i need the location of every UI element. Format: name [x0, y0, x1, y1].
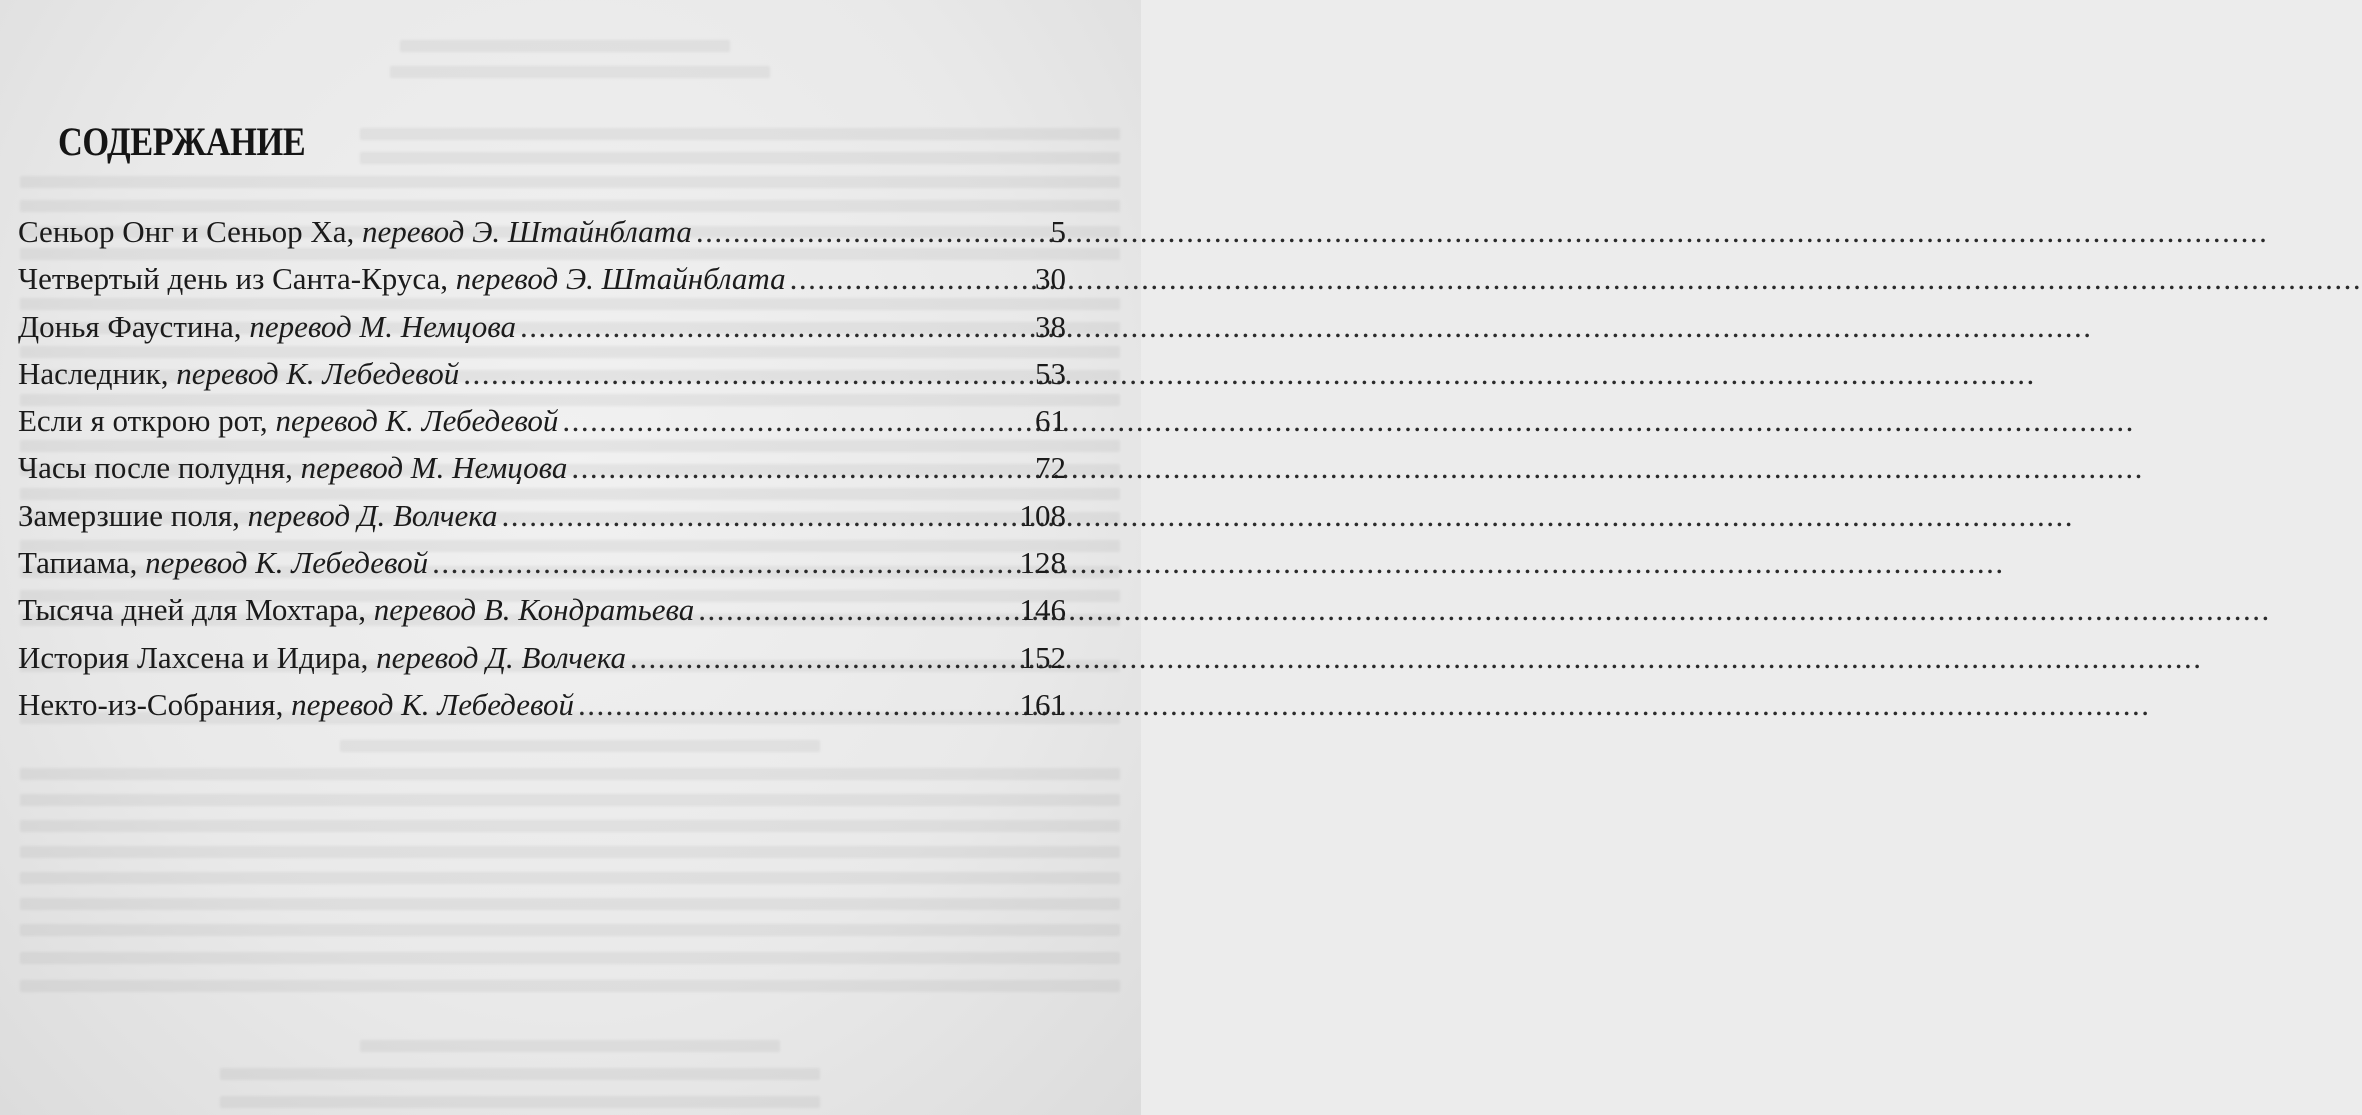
translator-credit: перевод К. Лебедевой: [145, 545, 429, 581]
page-number: 5: [1050, 214, 1066, 249]
translator-credit: перевод К. Лебедевой: [176, 355, 460, 391]
toc-entry: [18, 444, 1066, 491]
toc-entry: [18, 397, 1066, 444]
page-number: 53: [1035, 355, 1066, 391]
story-title: Сеньор Онг и Сеньор Ха,: [18, 214, 355, 249]
translator-credit: перевод Д. Волчека: [376, 639, 626, 675]
page-number: 108: [1019, 497, 1066, 533]
toc-entry-text: [18, 634, 626, 681]
dot-leader: [571, 444, 1031, 491]
page-number: 72: [1035, 450, 1066, 486]
story-title: Донья Фаустина,: [18, 308, 242, 344]
toc-entry-text: [18, 255, 786, 302]
toc-entry-text: [18, 303, 516, 350]
translator-credit: перевод К. Лебедевой: [275, 403, 559, 439]
page-title: СОДЕРЖАНИЕ: [58, 119, 306, 164]
dot-leader: [698, 586, 1015, 633]
dot-leader: [562, 397, 1031, 444]
toc-entry: [18, 634, 1066, 681]
toc-entry-text: [18, 492, 498, 539]
story-title: Некто-из-Собрания,: [18, 686, 284, 722]
translator-credit: перевод М. Немцова: [300, 450, 568, 486]
translator-credit: перевод Д. Волчека: [247, 497, 498, 533]
story-title: Тапиама,: [18, 545, 138, 581]
toc-entry: [18, 586, 1066, 633]
translator-credit: перевод Э. Штайнблата: [455, 261, 786, 297]
dot-leader: [630, 634, 1016, 681]
page-number: 61: [1035, 403, 1066, 439]
page-number: 161: [1019, 686, 1066, 722]
toc-entry-text: [18, 681, 574, 728]
toc-entry: [18, 681, 1066, 728]
dot-leader: [502, 492, 1016, 539]
toc-entry: [18, 492, 1066, 539]
page-number: 128: [1019, 545, 1066, 581]
story-title: Четвертый день из Санта-Круса,: [18, 261, 449, 297]
dot-leader: [463, 350, 1031, 397]
toc-entry: [18, 303, 1066, 350]
story-title: Наследник,: [18, 355, 169, 391]
page-number: 30: [1035, 261, 1066, 297]
translator-credit: перевод В. Кондратьева: [373, 592, 695, 628]
toc-entry-text: [18, 397, 558, 444]
dot-leader: [790, 255, 1031, 302]
toc-entry-text: [18, 586, 694, 633]
story-title: Замерзшие поля,: [18, 497, 240, 533]
story-title: Тысяча дней для Мохтара,: [18, 592, 366, 628]
dot-leader: [432, 539, 1015, 586]
story-title: История Лахсена и Идира,: [18, 639, 369, 675]
toc-entry-text: [18, 539, 428, 586]
toc-entry-text: [18, 208, 692, 255]
toc-entry: [18, 539, 1066, 586]
toc-entry: [18, 255, 1066, 302]
table-of-contents: [18, 208, 1066, 728]
translator-credit: перевод Э. Штайнблата: [362, 214, 692, 249]
page-number: 152: [1019, 639, 1066, 675]
story-title: Часы после полудня,: [18, 450, 293, 486]
story-title: Если я открою рот,: [18, 403, 268, 439]
page-number: 146: [1019, 592, 1066, 628]
toc-entry: [18, 208, 1066, 255]
toc-entry-text: [18, 444, 567, 491]
dot-leader: [520, 303, 1031, 350]
page-number: 38: [1035, 308, 1066, 344]
translator-credit: перевод К. Лебедевой: [291, 686, 575, 722]
toc-entry-text: [18, 350, 459, 397]
toc-entry: [18, 350, 1066, 397]
book-page: [0, 0, 1141, 1115]
translator-credit: перевод М. Немцова: [249, 308, 517, 344]
dot-leader: [578, 681, 1015, 728]
dot-leader: [696, 208, 1047, 255]
